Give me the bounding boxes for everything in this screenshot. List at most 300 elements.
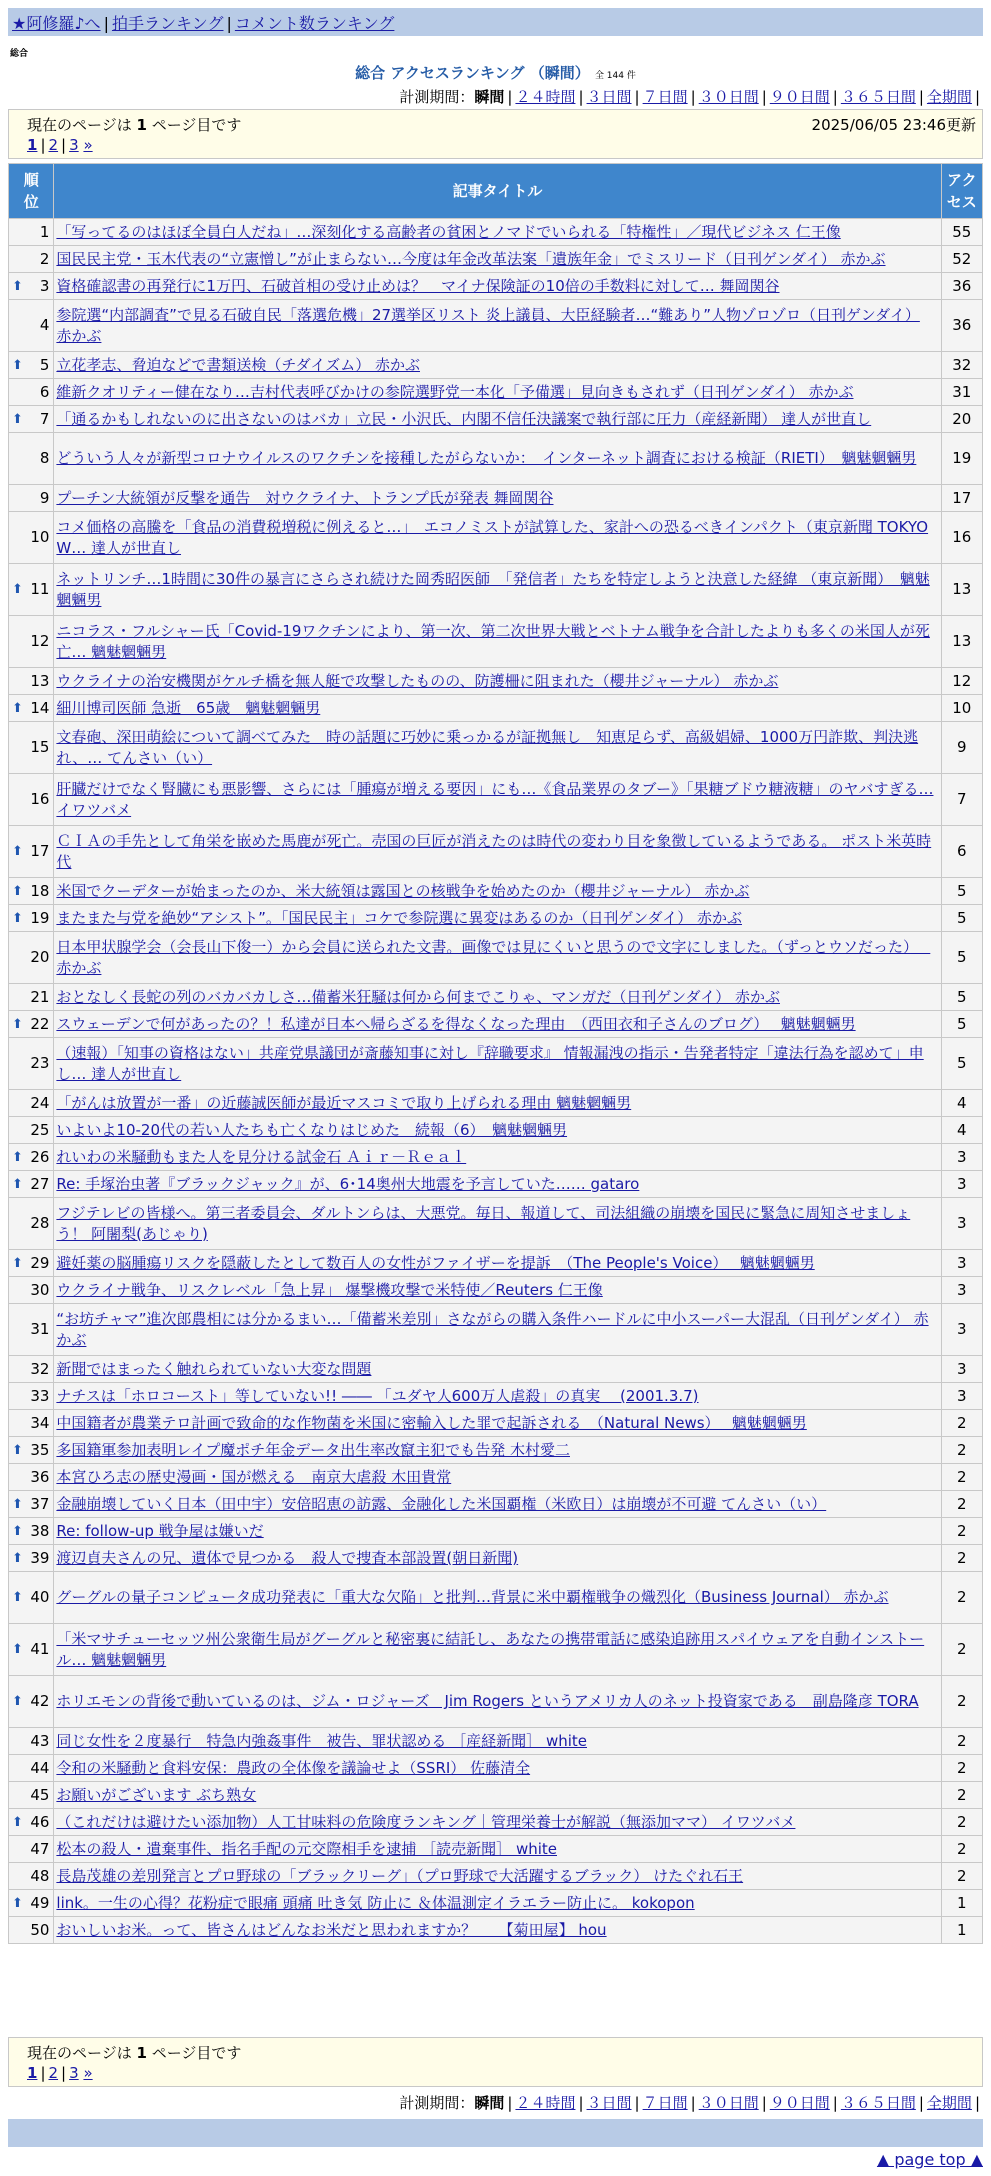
title-cell <box>54 826 940 877</box>
ranking-row <box>9 616 982 667</box>
current-page-number: 1 <box>136 116 147 134</box>
article-title-link[interactable]: 中国籍者が農業テロ計画で致命的な作物菌を米国に密輸入した罪で起訴される （Natural News） 魑魅魍魎男 <box>56 1413 807 1432</box>
title-cell <box>54 1782 940 1808</box>
rank-number: 4 <box>39 316 50 334</box>
article-title-link[interactable]: ネットリンチ…1時間に30件の暴言にさらされ続けた岡秀昭医師 「発信者」たちを特定しようと決意した経緯 （東京新聞） 魑魅魍魎男 <box>56 569 930 609</box>
period-option-link[interactable]: ３０日間 <box>698 88 759 106</box>
ranking-row <box>9 695 982 721</box>
ranking-row <box>9 1676 982 1727</box>
rank-cell <box>9 1356 53 1382</box>
rank-number: 42 <box>30 1692 50 1710</box>
rank-number: 5 <box>39 355 50 374</box>
ranking-row <box>9 273 982 299</box>
access-count: 3 <box>942 1277 982 1303</box>
rank-cell <box>9 1304 53 1355</box>
rank-number: 41 <box>30 1640 50 1658</box>
page-info-bottom <box>8 2037 983 2087</box>
title-cell <box>54 1171 940 1197</box>
rank-cell <box>9 1090 53 1116</box>
access-count: 5 <box>942 984 982 1010</box>
access-count: 3 <box>942 1250 982 1276</box>
article-title-link[interactable]: 米国でクーデターが始まったのか、米大統領は露国との核戦争を始めたのか（櫻井ジャーナル） 赤かぶ <box>56 881 750 900</box>
rank-number: 19 <box>30 908 50 927</box>
title-cell <box>54 1437 940 1463</box>
rank-cell <box>9 774 53 825</box>
rank-number: 28 <box>30 1214 50 1232</box>
comment-ranking-link[interactable]: コメント数ランキング <box>234 14 395 33</box>
title-header: 記事タイトル <box>54 164 940 218</box>
rank-number: 21 <box>30 987 50 1006</box>
rank-cell <box>9 379 53 405</box>
access-count: 2 <box>942 1624 982 1675</box>
article-title-link[interactable]: 維新クオリティー健在なり…吉村代表呼びかけの参院選野党一本化「予備選」見向きもされず（日刊ゲンダイ） 赤かぶ <box>56 382 854 401</box>
article-title-link[interactable]: 令和の米騒動と食料安保：農政の全体像を議論せよ（SSRI） 佐藤清全 <box>56 1758 531 1777</box>
article-title-link[interactable]: 渡辺貞夫さんの兄、遺体で見つかる 殺人で捜査本部設置(朝日新聞) <box>56 1548 519 1567</box>
article-title-link[interactable]: ニコラス・フルシャー氏「Covid-19ワクチンにより、第一次、第二次世界大戦とベトナム戦争を合計したよりも多くの米国人が死亡… 魑魅魍魎男 <box>56 621 930 661</box>
pagination-separator: | <box>40 2064 46 2082</box>
article-title-link[interactable]: 多国籍軍参加表明レイプ魔ポチ年金データ出生率改竄主犯でも告発 木村愛二 <box>56 1440 570 1459</box>
rank-cell <box>9 1863 53 1889</box>
current-page-number: 1 <box>136 2044 147 2062</box>
rank-number: 3 <box>39 276 50 295</box>
rank-cell <box>9 668 53 694</box>
access-count: 5 <box>942 932 982 983</box>
access-count: 2 <box>942 1755 982 1781</box>
rank-cell <box>9 1491 53 1517</box>
pagination-separator: | <box>61 2064 67 2082</box>
rank-number: 43 <box>30 1731 50 1750</box>
rank-number: 2 <box>39 249 50 268</box>
article-title-link[interactable]: link。一生の心得？花粉症で眼痛 頭痛 吐き気 防止に ＆体温測定イラエラー防止に。 kokopon <box>56 1893 695 1912</box>
up-arrow-icon: ⬆ <box>12 582 23 597</box>
period-option-link[interactable]: 全期間 <box>926 88 972 106</box>
title-cell <box>54 695 940 721</box>
article-title-link[interactable]: 本宮ひろ志の歴史漫画・国が燃える 南京大虐殺 木田貴常 <box>56 1467 452 1486</box>
rank-number: 7 <box>39 409 50 428</box>
rank-number: 16 <box>30 790 50 808</box>
article-title-link[interactable]: スウェーデンで何があったの？！私達が日本へ帰らざるを得なくなった理由 （西田衣和子さんのブログ） 魑魅魍魎男 <box>56 1014 856 1033</box>
rank-number: 1 <box>39 222 50 241</box>
up-arrow-icon: ⬆ <box>12 357 23 373</box>
title-cell <box>54 878 940 904</box>
period-separator: | <box>578 2094 584 2112</box>
access-count: 5 <box>942 878 982 904</box>
period-separator: | <box>690 88 696 106</box>
top-nav-bar <box>8 8 983 36</box>
article-title-link[interactable]: プーチン大統領が反撃を通告 対ウクライナ、トランプ氏が発表 舞岡関谷 <box>56 488 554 507</box>
period-option-link[interactable]: ３６５日間 <box>840 2094 916 2112</box>
title-cell <box>54 1117 940 1143</box>
rank-number: 27 <box>30 1174 50 1193</box>
article-title-link[interactable]: Re: 手塚治虫著『ブラックジャック』が、6･14奥州大地震を予言していた…… gataro <box>56 1174 640 1193</box>
ranking-row <box>9 1144 982 1170</box>
access-count: 5 <box>942 1038 982 1089</box>
period-option-link[interactable]: ７日間 <box>642 2094 688 2112</box>
rank-number: 29 <box>30 1253 50 1272</box>
access-count: 1 <box>942 1917 982 1943</box>
page-link-1[interactable]: 1 <box>27 136 38 154</box>
applause-ranking-link[interactable]: 拍手ランキング <box>111 14 224 33</box>
title-cell <box>54 219 940 245</box>
article-title-link[interactable]: 参院選“内部調査”で見る石破自民「落選危機」27選挙区リスト 炎上議員、大臣経験者…“難あり”人物ゾロゾロ（日刊ゲンダイ） 赤かぶ <box>56 305 920 345</box>
ranking-row <box>9 984 982 1010</box>
period-separator: | <box>634 88 640 106</box>
title-cell <box>54 905 940 931</box>
ranking-row <box>9 219 982 245</box>
ranking-row <box>9 1171 982 1197</box>
title-cell <box>54 352 940 378</box>
article-title-link[interactable]: おいしいお米。って、皆さんはどんなお米だと思われますか？ 【菊田屋】 hou <box>56 1920 607 1939</box>
up-arrow-icon: ⬆ <box>12 1496 23 1512</box>
page-info-text: 現在のページは <box>27 2044 137 2062</box>
access-count: 2 <box>942 1676 982 1727</box>
rank-number: 38 <box>30 1521 50 1540</box>
rank-cell <box>9 616 53 667</box>
period-separator: | <box>974 88 980 106</box>
rank-number: 25 <box>30 1120 50 1139</box>
next-page-link[interactable]: » <box>83 2064 93 2082</box>
article-title-link[interactable]: 同じ女性を２度暴行 特急内強姦事件 被告、罪状認める ［産経新聞］ white <box>56 1731 587 1750</box>
rank-number: 26 <box>30 1147 50 1166</box>
title-cell <box>54 1464 940 1490</box>
article-title-link[interactable]: どういう人々が新型コロナウイルスのワクチンを接種したがらないか： インターネット調査における検証（RIETI） 魑魅魍魎男 <box>56 449 917 467</box>
access-count: 31 <box>942 379 982 405</box>
page-info-top <box>8 109 983 159</box>
access-count: 20 <box>942 406 982 432</box>
rank-cell <box>9 1198 53 1249</box>
ranking-row <box>9 1038 982 1089</box>
rank-number: 36 <box>30 1467 50 1486</box>
title-cell <box>54 932 940 983</box>
period-option-link[interactable]: ９０日間 <box>769 2094 830 2112</box>
up-arrow-icon: ⬆ <box>12 1590 23 1605</box>
article-title-link[interactable]: れいわの米騒動もまた人を見分ける試金石 Ａｉｒ－Ｒｅａｌ <box>56 1147 467 1166</box>
title-cell <box>54 1277 940 1303</box>
access-header: アクセス <box>942 164 982 218</box>
period-separator: | <box>507 2094 513 2112</box>
article-title-link[interactable]: またまた与党を絶妙“アシスト”。「国民民主」コケで参院選に異変はあるのか（日刊ゲンダイ） 赤かぶ <box>56 908 742 927</box>
article-title-link[interactable]: ホリエモンの背後で動いているのは、ジム・ロジャーズ Jim Rogers というアメリカ人のネット投資家である 副島隆彦 TORA <box>56 1692 919 1710</box>
ranking-row <box>9 352 982 378</box>
rank-header: 順位 <box>9 164 53 218</box>
page-link-2[interactable]: 2 <box>48 136 59 154</box>
rank-number: 44 <box>30 1758 50 1777</box>
access-count: 16 <box>942 512 982 563</box>
ranking-row <box>9 1890 982 1916</box>
pagination-separator: | <box>40 136 46 154</box>
page-link-3[interactable]: 3 <box>69 136 79 154</box>
ranking-row <box>9 722 982 773</box>
title-cell <box>54 406 940 432</box>
period-separator: | <box>507 88 513 106</box>
ranking-row <box>9 774 982 825</box>
article-title-link[interactable]: 立花孝志、脅迫などで書類送検（チダイズム） 赤かぶ <box>56 355 420 374</box>
title-cell <box>54 1011 940 1037</box>
next-page-link[interactable]: » <box>83 136 93 154</box>
rank-number: 37 <box>30 1494 50 1513</box>
rank-number: 10 <box>30 528 50 546</box>
article-title-link[interactable]: 長島茂雄の差別発言とプロ野球の「ブラックリーグ」（プロ野球で大活躍するブラック） けたぐれ石王 <box>56 1866 744 1885</box>
bottom-bar <box>8 2119 983 2147</box>
article-title-link[interactable]: 金融崩壊していく日本（田中宇）安倍昭恵の訪露、金融化した米国覇権（米欧日）は崩壊が不可避 てんさい（い） <box>56 1494 827 1513</box>
access-count: 12 <box>942 668 982 694</box>
rank-cell <box>9 1755 53 1781</box>
article-title-link[interactable]: 国民民主党・玉木代表の“立憲憎し”が止まらない…今度は年金改革法案「遺族年金」でミスリード（日刊ゲンダイ） 赤かぶ <box>56 249 886 268</box>
period-separator: | <box>761 2094 767 2112</box>
ranking-row <box>9 1383 982 1409</box>
title-cell <box>54 1518 940 1544</box>
up-arrow-icon: ⬆ <box>12 1016 23 1032</box>
page-top-link[interactable]: ▲ page top ▲ <box>876 2150 983 2169</box>
title-cell <box>54 1809 940 1835</box>
ranking-row <box>9 300 982 351</box>
article-title-link[interactable]: グーグルの量子コンピュータ成功発表に「重大な欠陥」と批判…背景に米中覇権戦争の熾烈化（Business Journal） 赤かぶ <box>56 1588 889 1606</box>
ranking-row <box>9 246 982 272</box>
period-option-link[interactable]: ２４時間 <box>515 2094 576 2112</box>
rank-cell <box>9 1410 53 1436</box>
access-count: 2 <box>942 1863 982 1889</box>
article-title-link[interactable]: 「通るかもしれないのに出さないのはバカ」立民・小沢氏、内閣不信任決議案で執行部に圧力（産経新聞） 達人が世直し <box>56 409 872 428</box>
rank-cell <box>9 1518 53 1544</box>
ranking-row <box>9 1250 982 1276</box>
period-option-link[interactable]: ３０日間 <box>698 2094 759 2112</box>
article-title-link[interactable]: 「写ってるのはほぼ全員白人だね」…深刻化する高齢者の貧困とノマドでいられる「特権性」／現代ビジネス 仁王像 <box>56 222 841 241</box>
nav-separator: | <box>103 14 109 33</box>
rank-cell <box>9 1809 53 1835</box>
rank-number: 18 <box>30 881 50 900</box>
article-title-link[interactable]: ナチスは「ホロコースト」等していない!! ―― 「ユダヤ人600万人虐殺」の真実 (2001.3.7) <box>56 1386 699 1405</box>
ranking-row <box>9 1117 982 1143</box>
rank-number: 30 <box>30 1280 50 1299</box>
rank-number: 17 <box>30 842 50 860</box>
rank-number: 6 <box>39 382 50 401</box>
access-count: 2 <box>942 1782 982 1808</box>
up-arrow-icon: ⬆ <box>12 1149 23 1165</box>
up-arrow-icon: ⬆ <box>12 1176 23 1192</box>
article-title-link[interactable]: フジテレビの皆様へ。第三者委員会、ダルトンらは、大悪党。毎日、報道して、司法組織の崩壊を国民に緊急に周知させましょう！ 阿闍梨(あじゃり) <box>56 1203 911 1243</box>
article-title-link[interactable]: 肝臓だけでなく腎臓にも悪影響、さらには「腫瘍が増える要因」にも…《食品業界のタブー》「果糖ブドウ糖液糖」のヤバすぎる… イワツバメ <box>56 779 934 819</box>
rank-number: 49 <box>30 1893 50 1912</box>
period-label: 計測期間： <box>399 88 475 106</box>
period-separator: | <box>832 2094 838 2112</box>
up-arrow-icon: ⬆ <box>12 844 23 859</box>
ranking-row <box>9 1356 982 1382</box>
title-cell <box>54 1038 940 1089</box>
up-arrow-icon: ⬆ <box>12 883 23 899</box>
ranking-row <box>9 564 982 615</box>
period-separator: | <box>578 88 584 106</box>
ranking-row <box>9 379 982 405</box>
rank-cell <box>9 1624 53 1675</box>
up-arrow-icon: ⬆ <box>12 1523 23 1539</box>
article-title-link[interactable]: 避妊薬の脳腫瘍リスクを隠蔽したとして数百人の女性がファイザーを提訴 （The People's Voice） 魑魅魍魎男 <box>56 1253 815 1272</box>
page-link-3[interactable]: 3 <box>69 2064 79 2082</box>
page-link-2[interactable]: 2 <box>48 2064 59 2082</box>
ranking-row <box>9 1572 982 1623</box>
period-option-link[interactable]: ３日間 <box>586 2094 632 2112</box>
period-separator: | <box>761 88 767 106</box>
rank-cell <box>9 1545 53 1571</box>
access-count: 3 <box>942 1171 982 1197</box>
article-title-link[interactable]: ＣＩＡの手先として角栄を嵌めた馬鹿が死亡。売国の巨匠が消えたのは時代の変わり目を象徴しているようである。 ポスト米英時代 <box>56 831 932 871</box>
article-title-link[interactable]: 資格確認書の再発行に1万円、石破首相の受け止めは？ マイナ保険証の10倍の手数料に対して… 舞岡関谷 <box>56 276 780 295</box>
rank-number: 8 <box>39 449 50 467</box>
access-count: 2 <box>942 1464 982 1490</box>
access-count: 2 <box>942 1809 982 1835</box>
rank-number: 22 <box>30 1014 50 1033</box>
ranking-row <box>9 406 982 432</box>
rank-cell <box>9 1171 53 1197</box>
rank-number: 20 <box>30 948 50 966</box>
title-cell <box>54 668 940 694</box>
title-cell <box>54 1676 940 1727</box>
updated-timestamp: 2025/06/05 23:46更新 <box>811 116 976 134</box>
up-arrow-icon: ⬆ <box>12 278 23 294</box>
article-title-link[interactable]: おとなしく長蛇の列のバカバカしさ…備蓄米狂騒は何から何までこりゃ、マンガだ（日刊ゲンダイ） 赤かぶ <box>56 987 780 1006</box>
rank-number: 31 <box>30 1320 50 1338</box>
title-cell <box>54 1890 940 1916</box>
ranking-row <box>9 932 982 983</box>
rank-number: 14 <box>30 698 50 717</box>
title-cell <box>54 722 940 773</box>
title-cell <box>54 1755 940 1781</box>
article-title-link[interactable]: （これだけは避けたい添加物）人工甘味料の危険度ランキング｜管理栄養士が解説（無添加ママ） イワツバメ <box>56 1812 796 1831</box>
ranking-row <box>9 905 982 931</box>
article-title-link[interactable]: 松本の殺人・遺棄事件、指名手配の元交際相手を逮捕 ［読売新聞］ white <box>56 1839 557 1858</box>
ranking-row <box>9 878 982 904</box>
ranking-row <box>9 1491 982 1517</box>
title-cell <box>54 1198 940 1249</box>
title-cell <box>54 379 940 405</box>
ranking-row <box>9 1624 982 1675</box>
rank-number: 40 <box>30 1588 50 1606</box>
page-title-text: 総合 アクセスランキング （瞬間） <box>355 64 590 82</box>
article-title-link[interactable]: 日本甲状腺学会（会長山下俊一）から会員に送られた文書。画像では見にくいと思うので文字にしました。（ずっとウソだった） 赤かぶ <box>56 937 931 977</box>
article-title-link[interactable]: 文春砲、深田萌絵について調べてみた 時の話題に巧妙に乗っかるが証拠無し 知恵足らず、高級娼婦、1000万円詐欺、判決逃れ、… てんさい（い） <box>56 727 919 767</box>
pagination <box>27 136 964 154</box>
article-title-link[interactable]: いよいよ10-20代の若い人たちも亡くなりはじめた 続報（6） 魑魅魍魎男 <box>56 1120 568 1139</box>
title-cell <box>54 1144 940 1170</box>
ranking-row <box>9 1836 982 1862</box>
period-option-link[interactable]: ３６５日間 <box>840 88 916 106</box>
period-separator: | <box>690 2094 696 2112</box>
rank-cell <box>9 1277 53 1303</box>
access-count: 36 <box>942 300 982 351</box>
ranking-row <box>9 1277 982 1303</box>
period-option-link[interactable]: ７日間 <box>642 88 688 106</box>
article-title-link[interactable]: “お坊チャマ”進次郎農相には分かるまい…「備蓄米差別」さながらの購入条件ハードルに中小スーパー大混乱（日刊ゲンダイ） 赤かぶ <box>56 1309 929 1349</box>
rank-cell <box>9 826 53 877</box>
rank-cell <box>9 878 53 904</box>
access-count: 3 <box>942 1144 982 1170</box>
period-separator: | <box>634 2094 640 2112</box>
ranking-row <box>9 512 982 563</box>
access-count: 13 <box>942 564 982 615</box>
period-separator: | <box>918 2094 924 2112</box>
article-title-link[interactable]: ウクライナ戦争、リスクレベル「急上昇」 爆撃機攻撃で米特使／Reuters 仁王像 <box>56 1280 603 1299</box>
access-count: 32 <box>942 352 982 378</box>
access-count: 2 <box>942 1437 982 1463</box>
rank-cell <box>9 485 53 511</box>
rank-cell <box>9 352 53 378</box>
article-title-link[interactable]: ウクライナの治安機関がケルチ橋を無人艇で攻撃したものの、防護柵に阻まれた（櫻井ジャーナル） 赤かぶ <box>56 671 779 690</box>
access-count: 6 <box>942 826 982 877</box>
rank-cell <box>9 1572 53 1623</box>
period-option-link[interactable]: 全期間 <box>926 2094 972 2112</box>
ranking-row <box>9 1728 982 1754</box>
article-title-link[interactable]: 細川博司医師 急逝 65歳 魑魅魍魎男 <box>56 698 321 717</box>
rank-number: 48 <box>30 1866 50 1885</box>
rank-number: 35 <box>30 1440 50 1459</box>
category-label: 総合 <box>10 49 29 59</box>
total-count: 全 144 件 <box>594 71 636 81</box>
rank-cell <box>9 1144 53 1170</box>
access-count: 2 <box>942 1572 982 1623</box>
article-title-link[interactable]: 「がんは放置が一番」の近藤誠医師が最近マスコミで取り上げられる理由 魑魅魍魎男 <box>56 1093 632 1112</box>
ranking-row <box>9 1755 982 1781</box>
rank-cell <box>9 1836 53 1862</box>
title-cell <box>54 433 940 484</box>
period-separator: | <box>918 88 924 106</box>
access-count: 2 <box>942 1491 982 1517</box>
title-cell <box>54 273 940 299</box>
period-option-link[interactable]: ９０日間 <box>769 88 830 106</box>
home-link[interactable]: ★阿修羅♪へ <box>12 14 101 33</box>
rank-cell <box>9 1728 53 1754</box>
access-count: 3 <box>942 1198 982 1249</box>
rank-cell <box>9 300 53 351</box>
article-title-link[interactable]: （速報）「知事の資格はない」共産党県議団が斎藤知事に対し『辞職要求』 情報漏洩の指示・告発者特定「違法行為を認めて」申し… 達人が世直し <box>56 1043 924 1083</box>
article-title-link[interactable]: 「米マサチューセッツ州公衆衛生局がグーグルと秘密裏に結託し、あなたの携帯電話に感染追跡用スパイウェアを自動インストール… 魑魅魍魎男 <box>56 1629 925 1669</box>
up-arrow-icon: ⬆ <box>12 1814 23 1830</box>
rank-cell <box>9 1782 53 1808</box>
title-cell <box>54 300 940 351</box>
article-title-link[interactable]: Re: follow-up 戦争屋は嫌いだ <box>56 1521 264 1540</box>
rank-cell <box>9 1917 53 1943</box>
ranking-row <box>9 1518 982 1544</box>
rank-cell <box>9 219 53 245</box>
ranking-row <box>9 1782 982 1808</box>
period-option-active: 瞬間 <box>474 88 505 106</box>
title-cell <box>54 485 940 511</box>
title-cell <box>54 1572 940 1623</box>
rank-cell <box>9 722 53 773</box>
access-count: 1 <box>942 1890 982 1916</box>
article-title-link[interactable]: お願いがございます ぶち熟女 <box>56 1785 257 1804</box>
ranking-row <box>9 826 982 877</box>
ranking-row <box>9 1464 982 1490</box>
article-title-link[interactable]: コメ価格の高騰を「食品の消費税増税に例えると…」 エコノミストが試算した、家計への恐るべきインパクト（東京新聞 TOKYO W… 達人が世直し <box>56 517 929 557</box>
rank-number: 23 <box>30 1054 50 1072</box>
rank-cell <box>9 1437 53 1463</box>
access-count: 10 <box>942 695 982 721</box>
rank-cell <box>9 1890 53 1916</box>
rank-cell <box>9 984 53 1010</box>
ranking-row <box>9 1011 982 1037</box>
rank-number: 39 <box>30 1548 50 1567</box>
period-option-link[interactable]: ２４時間 <box>515 88 576 106</box>
rank-number: 50 <box>30 1920 50 1939</box>
title-cell <box>54 1491 940 1517</box>
article-title-link[interactable]: 新聞ではまったく触れられていない大変な問題 <box>56 1359 372 1378</box>
rank-number: 12 <box>30 632 50 650</box>
up-arrow-icon: ⬆ <box>12 1442 23 1458</box>
title-cell <box>54 1624 940 1675</box>
page-info-text: ページ目です <box>146 2044 242 2062</box>
ranking-row <box>9 1545 982 1571</box>
page-link-1[interactable]: 1 <box>27 2064 38 2082</box>
period-option-link[interactable]: ３日間 <box>586 88 632 106</box>
